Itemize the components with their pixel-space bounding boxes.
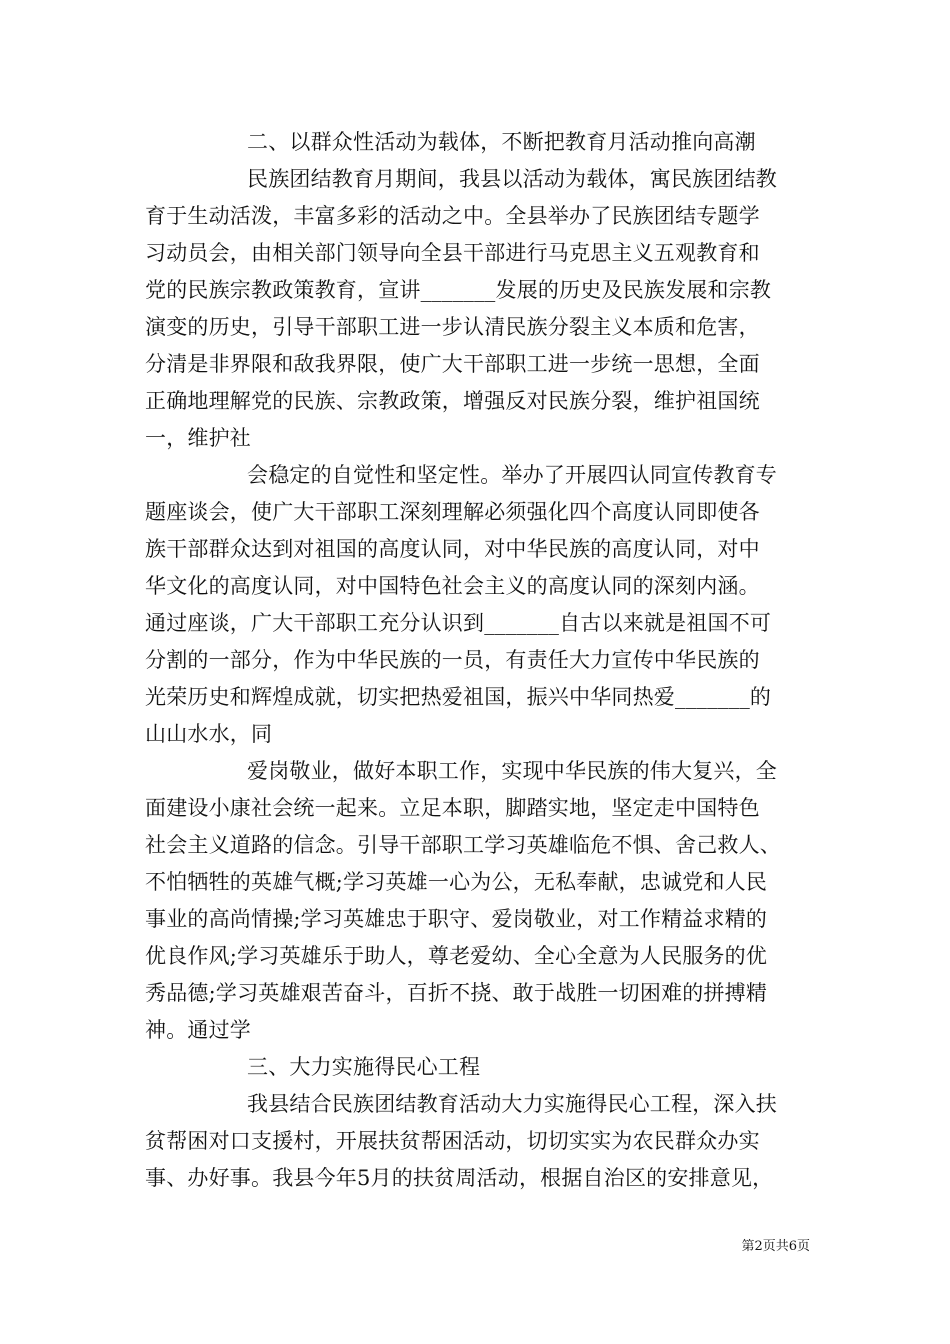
paragraph-line: 演变的历史，引导干部职工进一步认清民族分裂主义本质和危害，	[145, 315, 760, 339]
paragraph-line: 优良作风;学习英雄乐于助人，尊老爱幼、全心全意为人民服务的优	[145, 944, 768, 968]
paragraph-line: 神。通过学	[145, 1018, 251, 1042]
paragraph-line: 习动员会，由相关部门领导向全县干部进行马克思主义五观教育和	[145, 241, 760, 265]
paragraph-line: 华文化的高度认同，对中国特色社会主义的高度认同的深刻内涵。	[145, 574, 760, 598]
paragraph-line: 山山水水，同	[145, 722, 273, 746]
paragraph-line: 题座谈会，使广大干部职工深刻理解必须强化四个高度认同即使各	[145, 500, 760, 524]
paragraph-line: 我县结合民族团结教育活动大力实施得民心工程，深入扶	[247, 1092, 777, 1116]
paragraph-line: 贫帮困对口支援村，开展扶贫帮困活动，切切实实为农民群众办实	[145, 1129, 760, 1153]
paragraph-line: 民族团结教育月期间，我县以活动为载体，寓民族团结教	[247, 167, 777, 191]
paragraph-line: 爱岗敬业，做好本职工作，实现中华民族的伟大复兴，全	[247, 759, 777, 783]
paragraph-line: 族干部群众达到对祖国的高度认同，对中华民族的高度认同，对中	[145, 537, 760, 561]
paragraph-line: 育于生动活泼，丰富多彩的活动之中。全县举办了民族团结专题学	[145, 204, 760, 228]
paragraph-line: 会稳定的自觉性和坚定性。举办了开展四认同宣传教育专	[247, 463, 777, 487]
paragraph-line: 面建设小康社会统一起来。立足本职，脚踏实地，坚定走中国特色	[145, 796, 760, 820]
page-number: 第2页共6页	[741, 1239, 810, 1254]
section-heading-3: 三、大力实施得民心工程	[247, 1055, 481, 1079]
paragraph-line: 事、办好事。我县今年5月的扶贫周活动，根据自治区的安排意见，	[145, 1166, 774, 1190]
paragraph-line: 分割的一部分，作为中华民族的一员，有责任大力宣传中华民族的	[145, 648, 760, 672]
paragraph-line: 通过座谈，广大干部职工充分认识到_______自古以来就是祖国不可	[145, 611, 772, 635]
paragraph-line: 秀品德;学习英雄艰苦奋斗，百折不挠、敢于战胜一切困难的拼搏精	[145, 981, 768, 1005]
paragraph-line: 光荣历史和辉煌成就，切实把热爱祖国，振兴中华同热爱_______的	[145, 685, 772, 709]
paragraph-line: 正确地理解党的民族、宗教政策，增强反对民族分裂，维护祖国统	[145, 389, 760, 413]
paragraph-line: 党的民族宗教政策教育，宣讲_______发展的历史及民族发展和宗教	[145, 278, 772, 302]
paragraph-line: 分清是非界限和敌我界限，使广大干部职工进一步统一思想，全面	[145, 352, 760, 376]
paragraph-line: 一，维护社	[145, 426, 251, 450]
section-heading-2: 二、以群众性活动为载体，不断把教育月活动推向高潮	[247, 130, 756, 154]
paragraph-line: 事业的高尚情操;学习英雄忠于职守、爱岗敬业，对工作精益求精的	[145, 907, 768, 931]
paragraph-line: 社会主义道路的信念。引导干部职工学习英雄临危不惧、舍己救人、	[145, 833, 781, 857]
paragraph-line: 不怕牺牲的英雄气概;学习英雄一心为公，无私奉献，忠诚党和人民	[145, 870, 768, 894]
